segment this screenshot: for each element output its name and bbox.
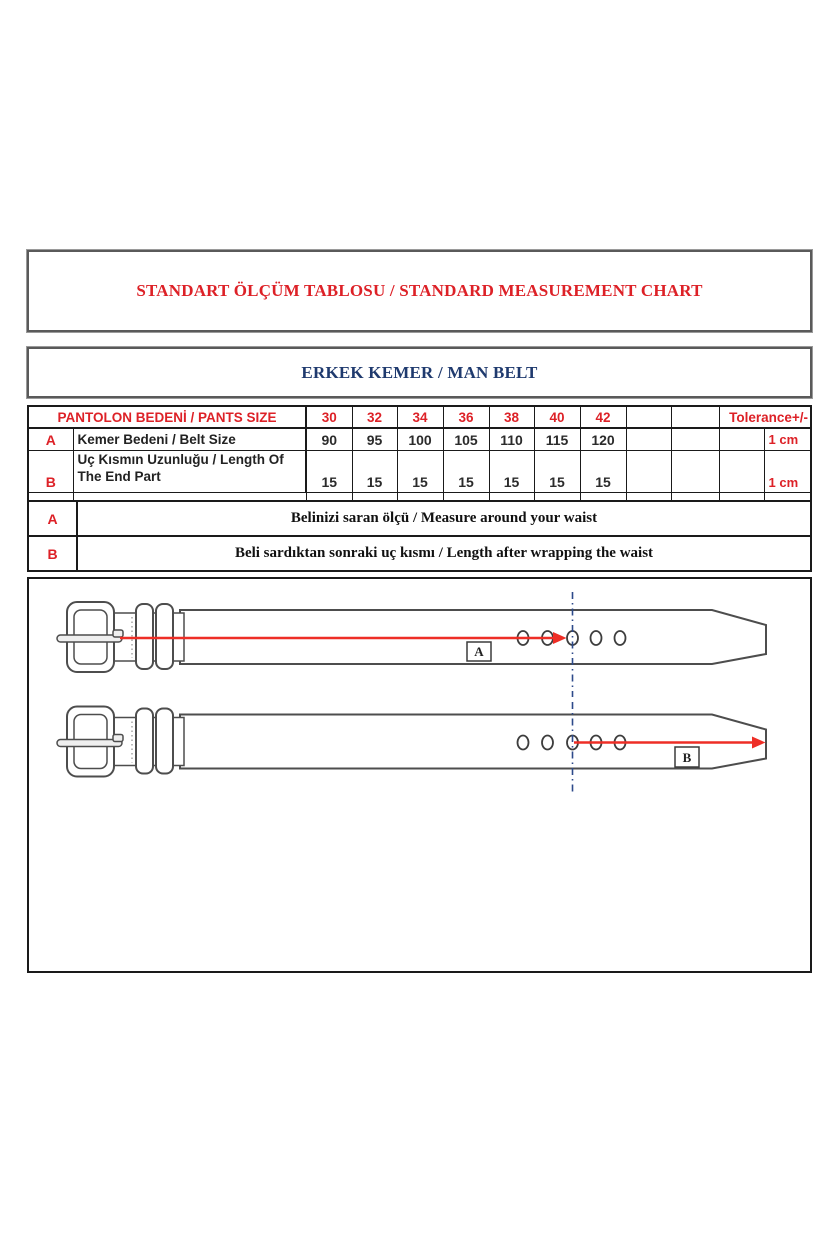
end-part-row [28, 451, 811, 493]
belt-diagram [29, 579, 810, 971]
empty-cell [626, 451, 671, 493]
size-header-cell: 32 [352, 406, 397, 428]
value-cell: 15 [534, 451, 580, 493]
row-marker-b: B [28, 451, 73, 493]
table-header-row [28, 406, 811, 428]
value-cell: 15 [489, 451, 534, 493]
value-cell: 15 [352, 451, 397, 493]
size-header-cell: 38 [489, 406, 534, 428]
tolerance-value: 1 cm [764, 451, 811, 493]
empty-cell [719, 428, 764, 451]
page-subtitle: ERKEK KEMER / MAN BELT [301, 362, 538, 382]
row-marker-a: A [28, 428, 73, 451]
legend-text-b: Beli sardıktan sonraki uç kısmı / Length after wrapping the waist [77, 536, 811, 571]
value-cell: 15 [443, 451, 489, 493]
value-cell: 15 [306, 451, 352, 493]
label-a: A [474, 644, 484, 659]
empty-cell [626, 428, 671, 451]
belt-size-row [28, 428, 811, 451]
legend-table [27, 500, 812, 572]
belt-diagram-box [27, 577, 812, 973]
legend-text-a: Belinizi saran ölçü / Measure around your waist [77, 501, 811, 536]
size-table [27, 405, 812, 505]
value-cell: 110 [489, 428, 534, 451]
size-header-cell: 34 [397, 406, 443, 428]
size-header-cell: 42 [580, 406, 626, 428]
tolerance-header: Tolerance+/- [719, 406, 811, 428]
row-label: Kemer Bedeni / Belt Size [73, 428, 306, 451]
size-header-cell: 40 [534, 406, 580, 428]
empty-cell [671, 406, 719, 428]
page-title: STANDART ÖLÇÜM TABLOSU / STANDARD MEASUREMENT CHART [136, 281, 703, 300]
empty-cell [671, 428, 719, 451]
value-cell: 115 [534, 428, 580, 451]
title-box [27, 250, 812, 332]
value-cell: 90 [306, 428, 352, 451]
empty-cell [719, 451, 764, 493]
legend-marker-b: B [28, 536, 77, 571]
size-header-cell: 36 [443, 406, 489, 428]
size-header-cell: 30 [306, 406, 352, 428]
row-label: Uç Kısmın Uzunluğu / Length Of The End Part [73, 451, 306, 493]
value-cell: 95 [352, 428, 397, 451]
pants-size-header: PANTOLON BEDENİ / PANTS SIZE [28, 406, 306, 428]
legend-row-a [28, 501, 811, 536]
value-cell: 105 [443, 428, 489, 451]
empty-cell [626, 406, 671, 428]
value-cell: 100 [397, 428, 443, 451]
empty-cell [671, 451, 719, 493]
subtitle-box [27, 347, 812, 398]
label-b: B [682, 750, 692, 765]
legend-marker-a: A [28, 501, 77, 536]
value-cell: 15 [397, 451, 443, 493]
tolerance-value: 1 cm [764, 428, 811, 451]
value-cell: 120 [580, 428, 626, 451]
legend-row-b [28, 536, 811, 571]
value-cell: 15 [580, 451, 626, 493]
